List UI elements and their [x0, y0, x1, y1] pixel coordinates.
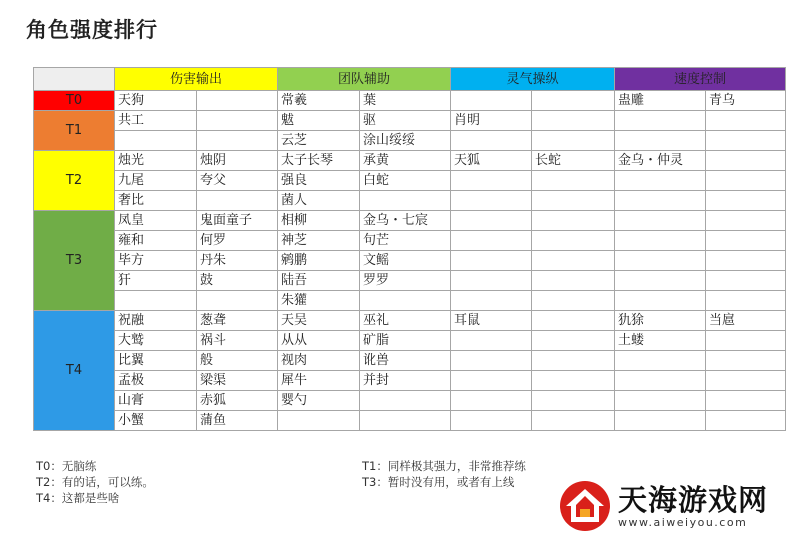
character-cell: 驱 [360, 111, 451, 131]
character-cell: 承黄 [360, 151, 451, 171]
column-header: 伤害输出 [115, 68, 278, 91]
character-cell [615, 371, 706, 391]
character-cell: 句芒 [360, 231, 451, 251]
character-cell [532, 411, 615, 431]
character-cell [451, 331, 532, 351]
tier-label: T1 [34, 111, 115, 151]
character-cell: 烛阴 [197, 151, 278, 171]
character-cell: 犰狳 [615, 311, 706, 331]
character-cell: 凤皇 [115, 211, 197, 231]
legend-t4: T4：这都是些啥 [36, 491, 120, 505]
character-cell: 雍和 [115, 231, 197, 251]
character-cell: 丹朱 [197, 251, 278, 271]
watermark-url: www.aiweiyou.com [618, 515, 748, 529]
legend-t1: T1：同样极其强力，非常推荐练 [362, 459, 526, 473]
legend-t0: T0：无脑练 [36, 459, 97, 473]
character-cell [115, 131, 197, 151]
character-cell: 白蛇 [360, 171, 451, 191]
character-cell: 犴 [115, 271, 197, 291]
character-cell: 般 [197, 351, 278, 371]
character-cell [532, 171, 615, 191]
character-cell [532, 91, 615, 111]
header-corner [34, 68, 115, 91]
character-cell [197, 91, 278, 111]
character-cell [706, 271, 786, 291]
character-cell [615, 191, 706, 211]
character-cell [451, 191, 532, 211]
character-cell: 天狗 [115, 91, 197, 111]
character-cell [615, 231, 706, 251]
character-cell [197, 291, 278, 311]
character-cell [615, 251, 706, 271]
tier-label: T2 [34, 151, 115, 211]
character-cell: 魃 [278, 111, 360, 131]
character-cell [706, 191, 786, 211]
table-row [34, 111, 786, 131]
legend-t2: T2：有的话，可以练。 [36, 475, 154, 489]
character-cell: 视肉 [278, 351, 360, 371]
character-cell [451, 271, 532, 291]
character-cell: 罗罗 [360, 271, 451, 291]
table-row [34, 371, 786, 391]
character-cell [615, 351, 706, 371]
character-cell [532, 311, 615, 331]
column-header: 团队辅助 [278, 68, 451, 91]
table-row [34, 391, 786, 411]
character-cell [532, 351, 615, 371]
character-cell: 比翼 [115, 351, 197, 371]
character-cell: 并封 [360, 371, 451, 391]
table-row [34, 131, 786, 151]
table-row [34, 291, 786, 311]
character-cell [706, 111, 786, 131]
character-cell [615, 131, 706, 151]
header-row [34, 68, 786, 91]
character-cell [706, 131, 786, 151]
character-cell [615, 291, 706, 311]
character-cell: 赤狐 [197, 391, 278, 411]
character-cell [451, 371, 532, 391]
house-icon [558, 479, 612, 533]
character-cell [615, 211, 706, 231]
character-cell [706, 371, 786, 391]
character-cell [615, 391, 706, 411]
character-cell: 孟极 [115, 371, 197, 391]
character-cell: 奢比 [115, 191, 197, 211]
character-cell [360, 191, 451, 211]
legend-right [362, 458, 526, 490]
character-cell [360, 391, 451, 411]
character-cell [532, 291, 615, 311]
character-cell [706, 331, 786, 351]
character-cell: 朱獾 [278, 291, 360, 311]
character-cell [278, 411, 360, 431]
character-cell: 菌人 [278, 191, 360, 211]
character-cell: 强良 [278, 171, 360, 191]
character-cell [615, 411, 706, 431]
character-cell: 常羲 [278, 91, 360, 111]
character-cell [197, 111, 278, 131]
character-cell: 祸斗 [197, 331, 278, 351]
character-cell [451, 91, 532, 111]
character-cell [451, 351, 532, 371]
character-cell: 鼓 [197, 271, 278, 291]
character-cell [360, 411, 451, 431]
character-cell: 金乌・仲灵 [615, 151, 706, 171]
character-cell [532, 111, 615, 131]
character-cell [615, 111, 706, 131]
character-cell [706, 391, 786, 411]
character-cell [706, 411, 786, 431]
character-cell: 烛光 [115, 151, 197, 171]
column-header: 灵气操纵 [451, 68, 615, 91]
character-cell: 祝融 [115, 311, 197, 331]
character-cell: 天狐 [451, 151, 532, 171]
character-cell: 文鳐 [360, 251, 451, 271]
legend-t3: T3：暂时没有用，或者有上线 [362, 475, 515, 489]
character-cell [532, 271, 615, 291]
character-cell: 蒲鱼 [197, 411, 278, 431]
table-row [34, 311, 786, 331]
character-cell [532, 231, 615, 251]
column-header: 速度控制 [615, 68, 786, 91]
character-cell: 长蛇 [532, 151, 615, 171]
character-cell: 大鹫 [115, 331, 197, 351]
character-cell: 肖明 [451, 111, 532, 131]
character-cell [451, 391, 532, 411]
table-row [34, 171, 786, 191]
character-cell: 陆吾 [278, 271, 360, 291]
character-cell [532, 391, 615, 411]
character-cell [532, 211, 615, 231]
character-cell: 夸父 [197, 171, 278, 191]
character-cell [706, 151, 786, 171]
character-cell: 山膏 [115, 391, 197, 411]
character-cell: 涂山绥绥 [360, 131, 451, 151]
character-cell: 神芝 [278, 231, 360, 251]
character-cell [451, 251, 532, 271]
table-row [34, 211, 786, 231]
character-cell: 云芝 [278, 131, 360, 151]
character-cell [451, 411, 532, 431]
character-cell [706, 291, 786, 311]
table-row [34, 351, 786, 371]
character-cell [706, 231, 786, 251]
character-cell [451, 171, 532, 191]
character-cell [532, 131, 615, 151]
character-cell [706, 171, 786, 191]
watermark-name: 天海游戏网 [618, 482, 769, 517]
character-cell [451, 231, 532, 251]
character-cell: 巫礼 [360, 311, 451, 331]
tier-label: T3 [34, 211, 115, 311]
character-cell: 鬼面童子 [197, 211, 278, 231]
tier-table [33, 67, 786, 431]
character-cell [532, 371, 615, 391]
table-row [34, 231, 786, 251]
character-cell: 蛊雕 [615, 91, 706, 111]
character-cell: 葉 [360, 91, 451, 111]
tier-label: T4 [34, 311, 115, 431]
table-row [34, 271, 786, 291]
character-cell [197, 131, 278, 151]
character-cell [360, 291, 451, 311]
watermark-logo [558, 476, 798, 536]
character-cell [532, 251, 615, 271]
character-cell [532, 331, 615, 351]
character-cell [451, 211, 532, 231]
tier-label: T0 [34, 91, 115, 111]
character-cell [532, 191, 615, 211]
character-cell: 青乌 [706, 91, 786, 111]
table-row [34, 191, 786, 211]
character-cell [451, 131, 532, 151]
character-cell: 毕方 [115, 251, 197, 271]
character-cell: 矿脂 [360, 331, 451, 351]
table-row [34, 411, 786, 431]
table-row [34, 331, 786, 351]
character-cell [706, 351, 786, 371]
character-cell: 讹兽 [360, 351, 451, 371]
character-cell: 何罗 [197, 231, 278, 251]
character-cell: 鹓鹏 [278, 251, 360, 271]
character-cell: 婴勺 [278, 391, 360, 411]
character-cell: 耳鼠 [451, 311, 532, 331]
table-row [34, 91, 786, 111]
page-title: 角色强度排行 [26, 18, 158, 42]
character-cell: 天吴 [278, 311, 360, 331]
character-cell: 当扈 [706, 311, 786, 331]
character-cell: 梁渠 [197, 371, 278, 391]
character-cell: 九尾 [115, 171, 197, 191]
character-cell: 金乌・七宸 [360, 211, 451, 231]
character-cell: 小蟹 [115, 411, 197, 431]
character-cell: 共工 [115, 111, 197, 131]
character-cell: 相柳 [278, 211, 360, 231]
character-cell [451, 291, 532, 311]
character-cell [706, 251, 786, 271]
table-row [34, 151, 786, 171]
character-cell [615, 171, 706, 191]
table-row [34, 251, 786, 271]
character-cell: 犀牛 [278, 371, 360, 391]
character-cell: 葱聋 [197, 311, 278, 331]
character-cell: 土蝼 [615, 331, 706, 351]
legend-left [36, 458, 154, 506]
character-cell [115, 291, 197, 311]
character-cell [706, 211, 786, 231]
character-cell: 太子长琴 [278, 151, 360, 171]
character-cell: 从从 [278, 331, 360, 351]
character-cell [197, 191, 278, 211]
character-cell [615, 271, 706, 291]
